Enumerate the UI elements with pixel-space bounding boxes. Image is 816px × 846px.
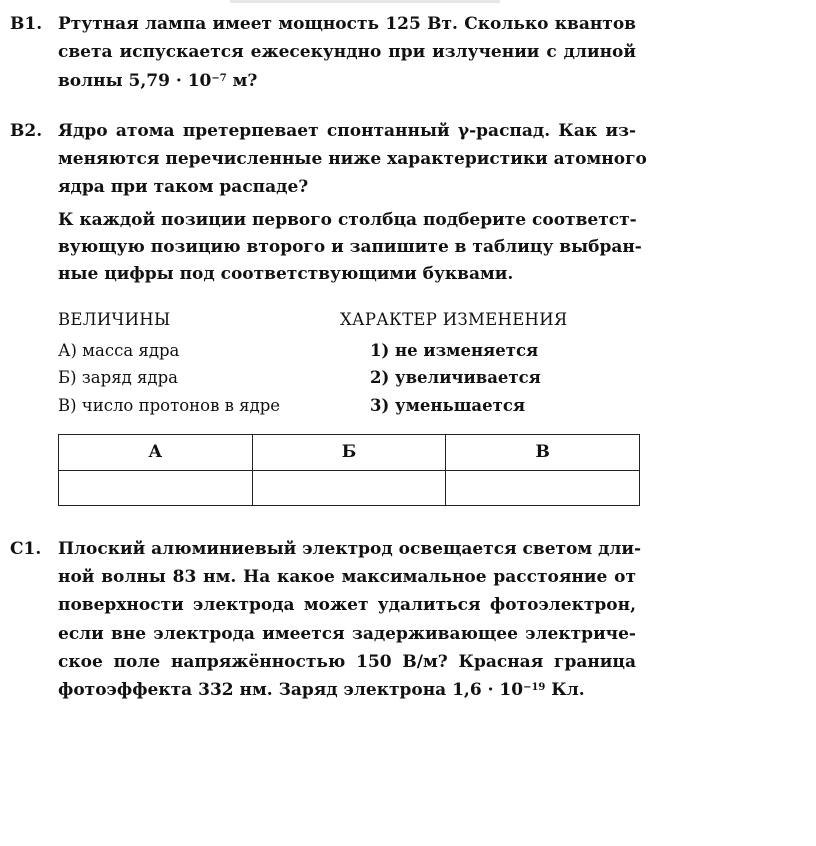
c1-line-1: [10, 536, 642, 562]
b2-line-2: меняются перечисленные ниже характеристики атомного: [58, 149, 647, 169]
b2-number: B2.: [10, 121, 43, 141]
answer-header-b: Б: [252, 435, 446, 471]
b1-number: B1.: [10, 14, 43, 34]
c1-line-5: ское поле напряжённостью 150 В/м? Красная граница: [58, 652, 636, 672]
c1-line-3: поверхности электрода может удалиться фотоэлектрон,: [58, 595, 636, 615]
right-item-1: 1) не изменяется: [370, 341, 539, 360]
answer-table: [58, 434, 640, 506]
c1-text-6: фотоэффекта 332 нм. Заряд электрона 1,6 · 10: [58, 680, 524, 700]
b2-line-1: [10, 118, 636, 144]
c1-line-6: [58, 677, 636, 703]
scan-smudge: [230, 0, 500, 3]
c1-line-4: если вне электрода имеется задерживающее электриче-: [58, 624, 636, 644]
b1-line-3: [58, 68, 636, 94]
answer-header-a: А: [59, 435, 253, 471]
b1-text-3-end: м?: [226, 71, 258, 91]
b2-line-6: ные цифры под соответствующими буквами.: [58, 264, 514, 284]
answer-table-header-row: [59, 435, 640, 471]
right-item-3: 3) уменьшается: [370, 396, 526, 415]
b1-text-1: Ртутная лампа имеет мощность 125 Вт. Сколько квантов: [58, 14, 636, 34]
left-column-header: ВЕЛИЧИНЫ: [58, 310, 171, 329]
left-item-c: В) число протонов в ядре: [58, 396, 281, 415]
b1-line-2: света испускается ежесекундно при излучении с длиной: [58, 42, 636, 62]
c1-line-2: ной волны 83 нм. На какое максимальное расстояние от: [58, 567, 636, 587]
answer-cell-c[interactable]: [446, 470, 640, 506]
left-item-b: Б) заряд ядра: [58, 368, 178, 387]
right-item-2: 2) увеличивается: [370, 368, 541, 387]
b1-line-1: [10, 11, 636, 37]
b2-line-5: вующую позицию второго и запишите в таблицу выбран-: [58, 237, 642, 257]
b1-text-3: волны 5,79 · 10: [58, 71, 212, 91]
b2-line-4: К каждой позиции первого столбца подберите соответст-: [58, 210, 637, 230]
c1-text-6-end: Кл.: [545, 680, 585, 700]
answer-cell-b[interactable]: [252, 470, 446, 506]
answer-table-input-row: [59, 470, 640, 506]
answer-header-c: В: [446, 435, 640, 471]
c1-number: C1.: [10, 539, 42, 559]
c1-exponent: −19: [523, 682, 546, 693]
b2-text-1: Ядро атома претерпевает спонтанный γ-распад. Как из-: [58, 121, 636, 141]
c1-text-1: Плоский алюминиевый электрод освещается светом дли-: [58, 539, 642, 559]
b1-exponent: −7: [211, 73, 227, 84]
left-item-a: А) масса ядра: [58, 341, 180, 360]
right-column-header: ХАРАКТЕР ИЗМЕНЕНИЯ: [340, 310, 568, 329]
answer-cell-a[interactable]: [59, 470, 253, 506]
b2-line-3: ядра при таком распаде?: [58, 177, 309, 197]
